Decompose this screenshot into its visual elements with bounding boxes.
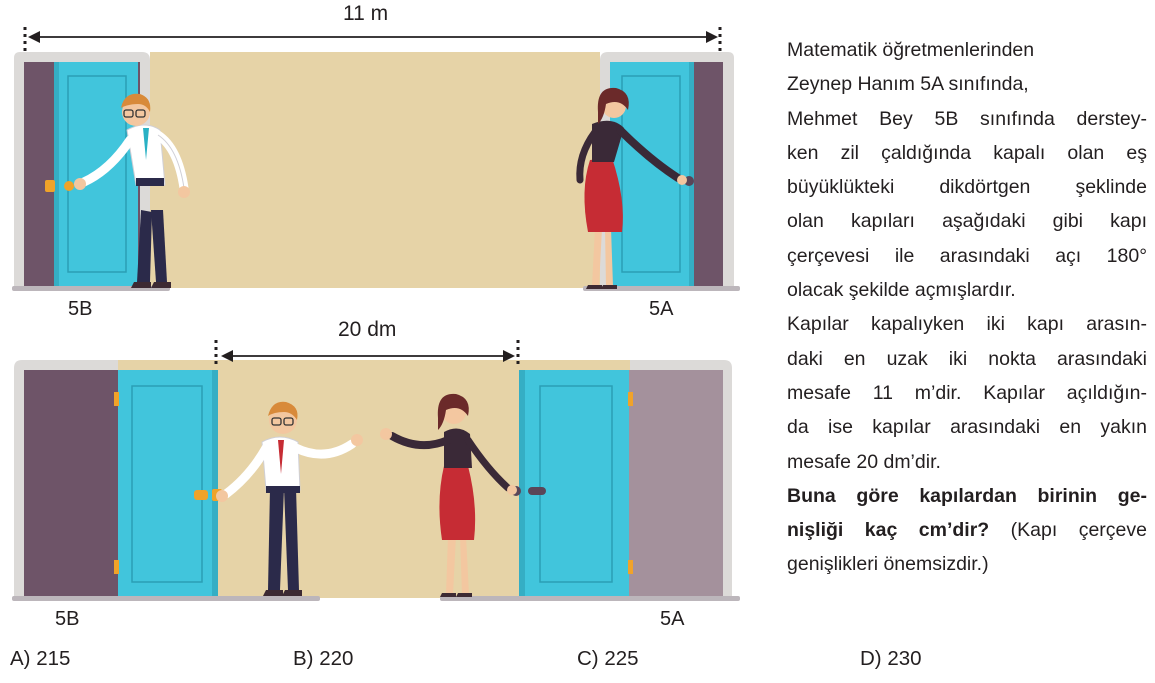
problem-line: daki en uzak iki nokta arasındaki — [787, 347, 1147, 370]
bottom-wall — [118, 360, 630, 598]
bottom-man-figure — [216, 402, 363, 596]
top-left-door-knob — [45, 180, 55, 192]
question-line-3: genişlikleri önemsizdir.) — [787, 553, 989, 576]
problem-line: Mehmet Bey 5B sınıfında derstey- — [787, 107, 1147, 130]
bottom-left-door-label: 5B — [55, 608, 80, 630]
answer-choice-b[interactable]: B) 220 — [293, 647, 354, 670]
answer-choice-a[interactable]: A) 215 — [10, 647, 71, 670]
answer-choice-c[interactable]: C) 225 — [577, 647, 639, 670]
top-dimension-label: 11 m — [343, 2, 389, 25]
bottom-right-door — [511, 370, 633, 598]
problem-line: olan kapıları aşağıdaki gibi kapı — [787, 210, 1147, 233]
problem-line: ken zil çaldığında kapalı olan eş — [787, 141, 1147, 164]
top-figure — [0, 0, 770, 330]
question-note-text: (Kapı çerçeve — [989, 519, 1147, 542]
problem-line: olacak şekilde açmışlardır. — [787, 279, 1016, 302]
problem-text — [787, 33, 1147, 582]
question-bold-text: Buna göre kapılardan birinin ge- — [787, 484, 1147, 507]
question-line-2 — [787, 513, 1147, 547]
problem-line: büyüklükteki dikdörtgen şeklinde — [787, 176, 1147, 199]
question-line-1 — [787, 479, 1147, 513]
problem-line: Kapılar kapalıyken iki kapı arasın- — [787, 313, 1147, 336]
bottom-dimension-arrow — [216, 340, 518, 368]
problem-line: mesafe 11 m’dir. Kapılar açıldığın- — [787, 381, 1147, 404]
problem-line: çerçevesi ile arasındaki açı 180° — [787, 244, 1147, 267]
top-dimension-arrow — [25, 27, 720, 51]
problem-line: da ise kapılar arasındaki en yakın — [787, 416, 1147, 439]
top-wall — [150, 52, 600, 288]
problem-line: Matematik öğretmenlerinden — [787, 39, 1035, 61]
bottom-left-door-frame — [14, 360, 120, 598]
bottom-right-door-knob — [511, 486, 521, 496]
bottom-right-door-frame — [628, 360, 732, 598]
bottom-right-door-label: 5A — [660, 608, 685, 630]
bottom-left-door-knob — [194, 490, 208, 500]
bottom-woman-figure — [380, 394, 517, 597]
answer-choice-d[interactable]: D) 230 — [860, 647, 922, 670]
bottom-dimension-label: 20 dm — [338, 318, 397, 341]
question-bold-text: nişliği kaç cm’dir? — [787, 519, 990, 542]
top-right-door-label: 5A — [649, 298, 674, 320]
problem-line: Zeynep Hanım 5A sınıfında, — [787, 73, 1029, 96]
bottom-floor-line — [12, 596, 320, 601]
top-left-door-label: 5B — [68, 298, 93, 320]
bottom-left-door — [114, 370, 222, 598]
problem-line: mesafe 20 dm’dir. — [787, 450, 941, 473]
